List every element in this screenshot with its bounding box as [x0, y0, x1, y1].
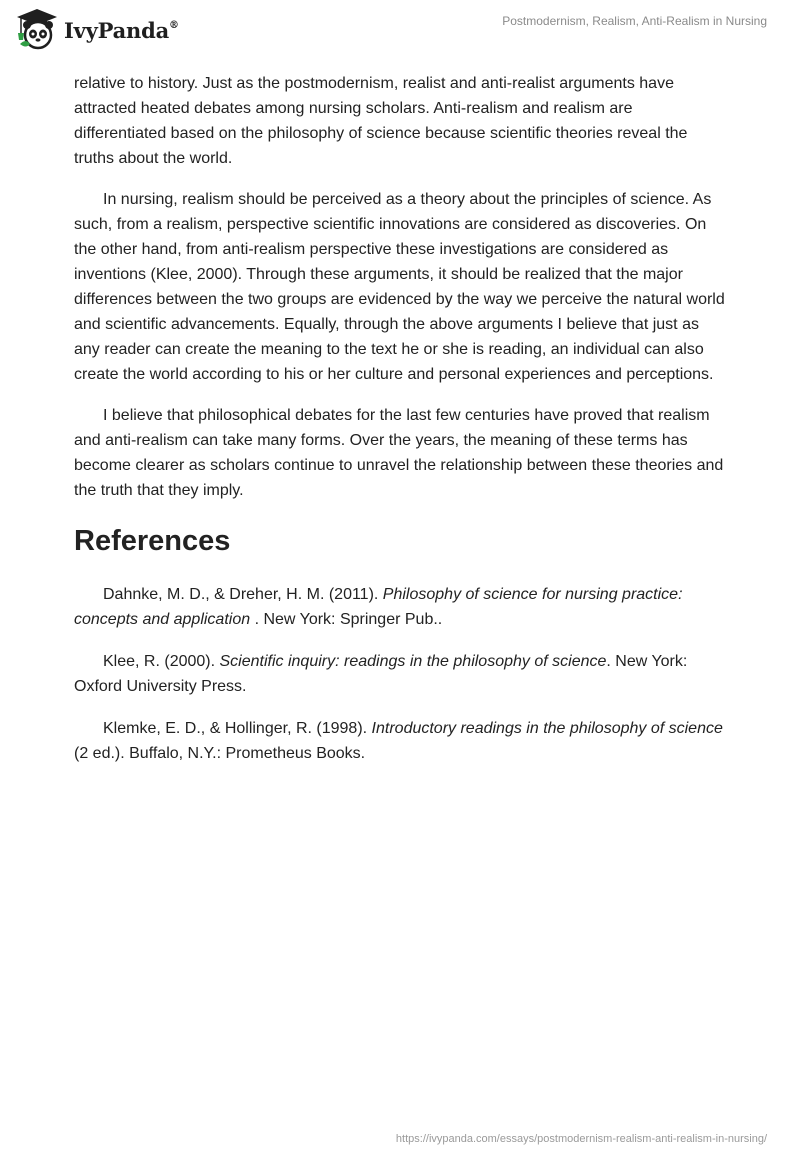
panda-graduate-icon	[14, 7, 60, 51]
reference-item	[74, 649, 726, 699]
reference-item	[74, 582, 726, 632]
reference-item	[74, 716, 726, 766]
source-url[interactable]: https://ivypanda.com/essays/postmodernism-realism-anti-realism-in-nursing/	[395, 1133, 767, 1145]
reference-title: Scientific inquiry: readings in the philosophy of science	[219, 653, 607, 670]
reference-authors: Klemke, E. D., & Hollinger, R. (1998).	[103, 720, 372, 737]
reference-publisher: . New York: Oxford University Press.	[74, 653, 688, 695]
body-paragraph: I believe that philosophical debates for the last few centuries have proved that realism and anti-realism can take many forms. Over the years, the meaning of these terms has become clearer as scholars continue to unravel the relationship between these theories and the truth that they imply.	[74, 407, 724, 499]
document-title: Postmodernism, Realism, Anti-Realism in Nursing	[502, 14, 767, 28]
reference-publisher: . New York: Springer Pub..	[250, 611, 443, 628]
references-heading: References	[74, 525, 231, 557]
body-paragraph: In nursing, realism should be perceived as a theory about the principles of science. As such, from a realism, perspective scientific innovations are considered as discoveries. On the other hand, from anti-realism perspective these investigations are considered as inventions (Klee, 2000). Through these arguments, it should be realized that the major differences between the two groups are evidenced by the way we perceive the natural world and scientific advancements. Equally, through the above arguments I believe that just as any reader can create the meaning to the text he or she is reading, an individual can also create the world according to his or her culture and personal experiences and perceptions.	[74, 191, 725, 383]
page-header	[0, 0, 800, 64]
ivypanda-logo[interactable]	[14, 7, 179, 51]
reference-title: Introductory readings in the philosophy of science	[371, 720, 723, 737]
reference-title: Philosophy of science for nursing practice: concepts and application	[74, 586, 683, 628]
essay-content	[74, 71, 726, 783]
reference-authors: Dahnke, M. D., & Dreher, H. M. (2011).	[103, 586, 383, 603]
reference-authors: Klee, R. (2000).	[103, 653, 220, 670]
reference-publisher: (2 ed.). Buffalo, N.Y.: Prometheus Books.	[74, 745, 366, 762]
body-paragraph: relative to history. Just as the postmodernism, realist and anti-realist arguments have attracted heated debates among nursing scholars. Anti-realism and realism are differentiated based on the philosophy of science because scientific theories reveal the truths about the world.	[74, 75, 688, 167]
brand-name: IvyPanda®	[64, 17, 179, 43]
